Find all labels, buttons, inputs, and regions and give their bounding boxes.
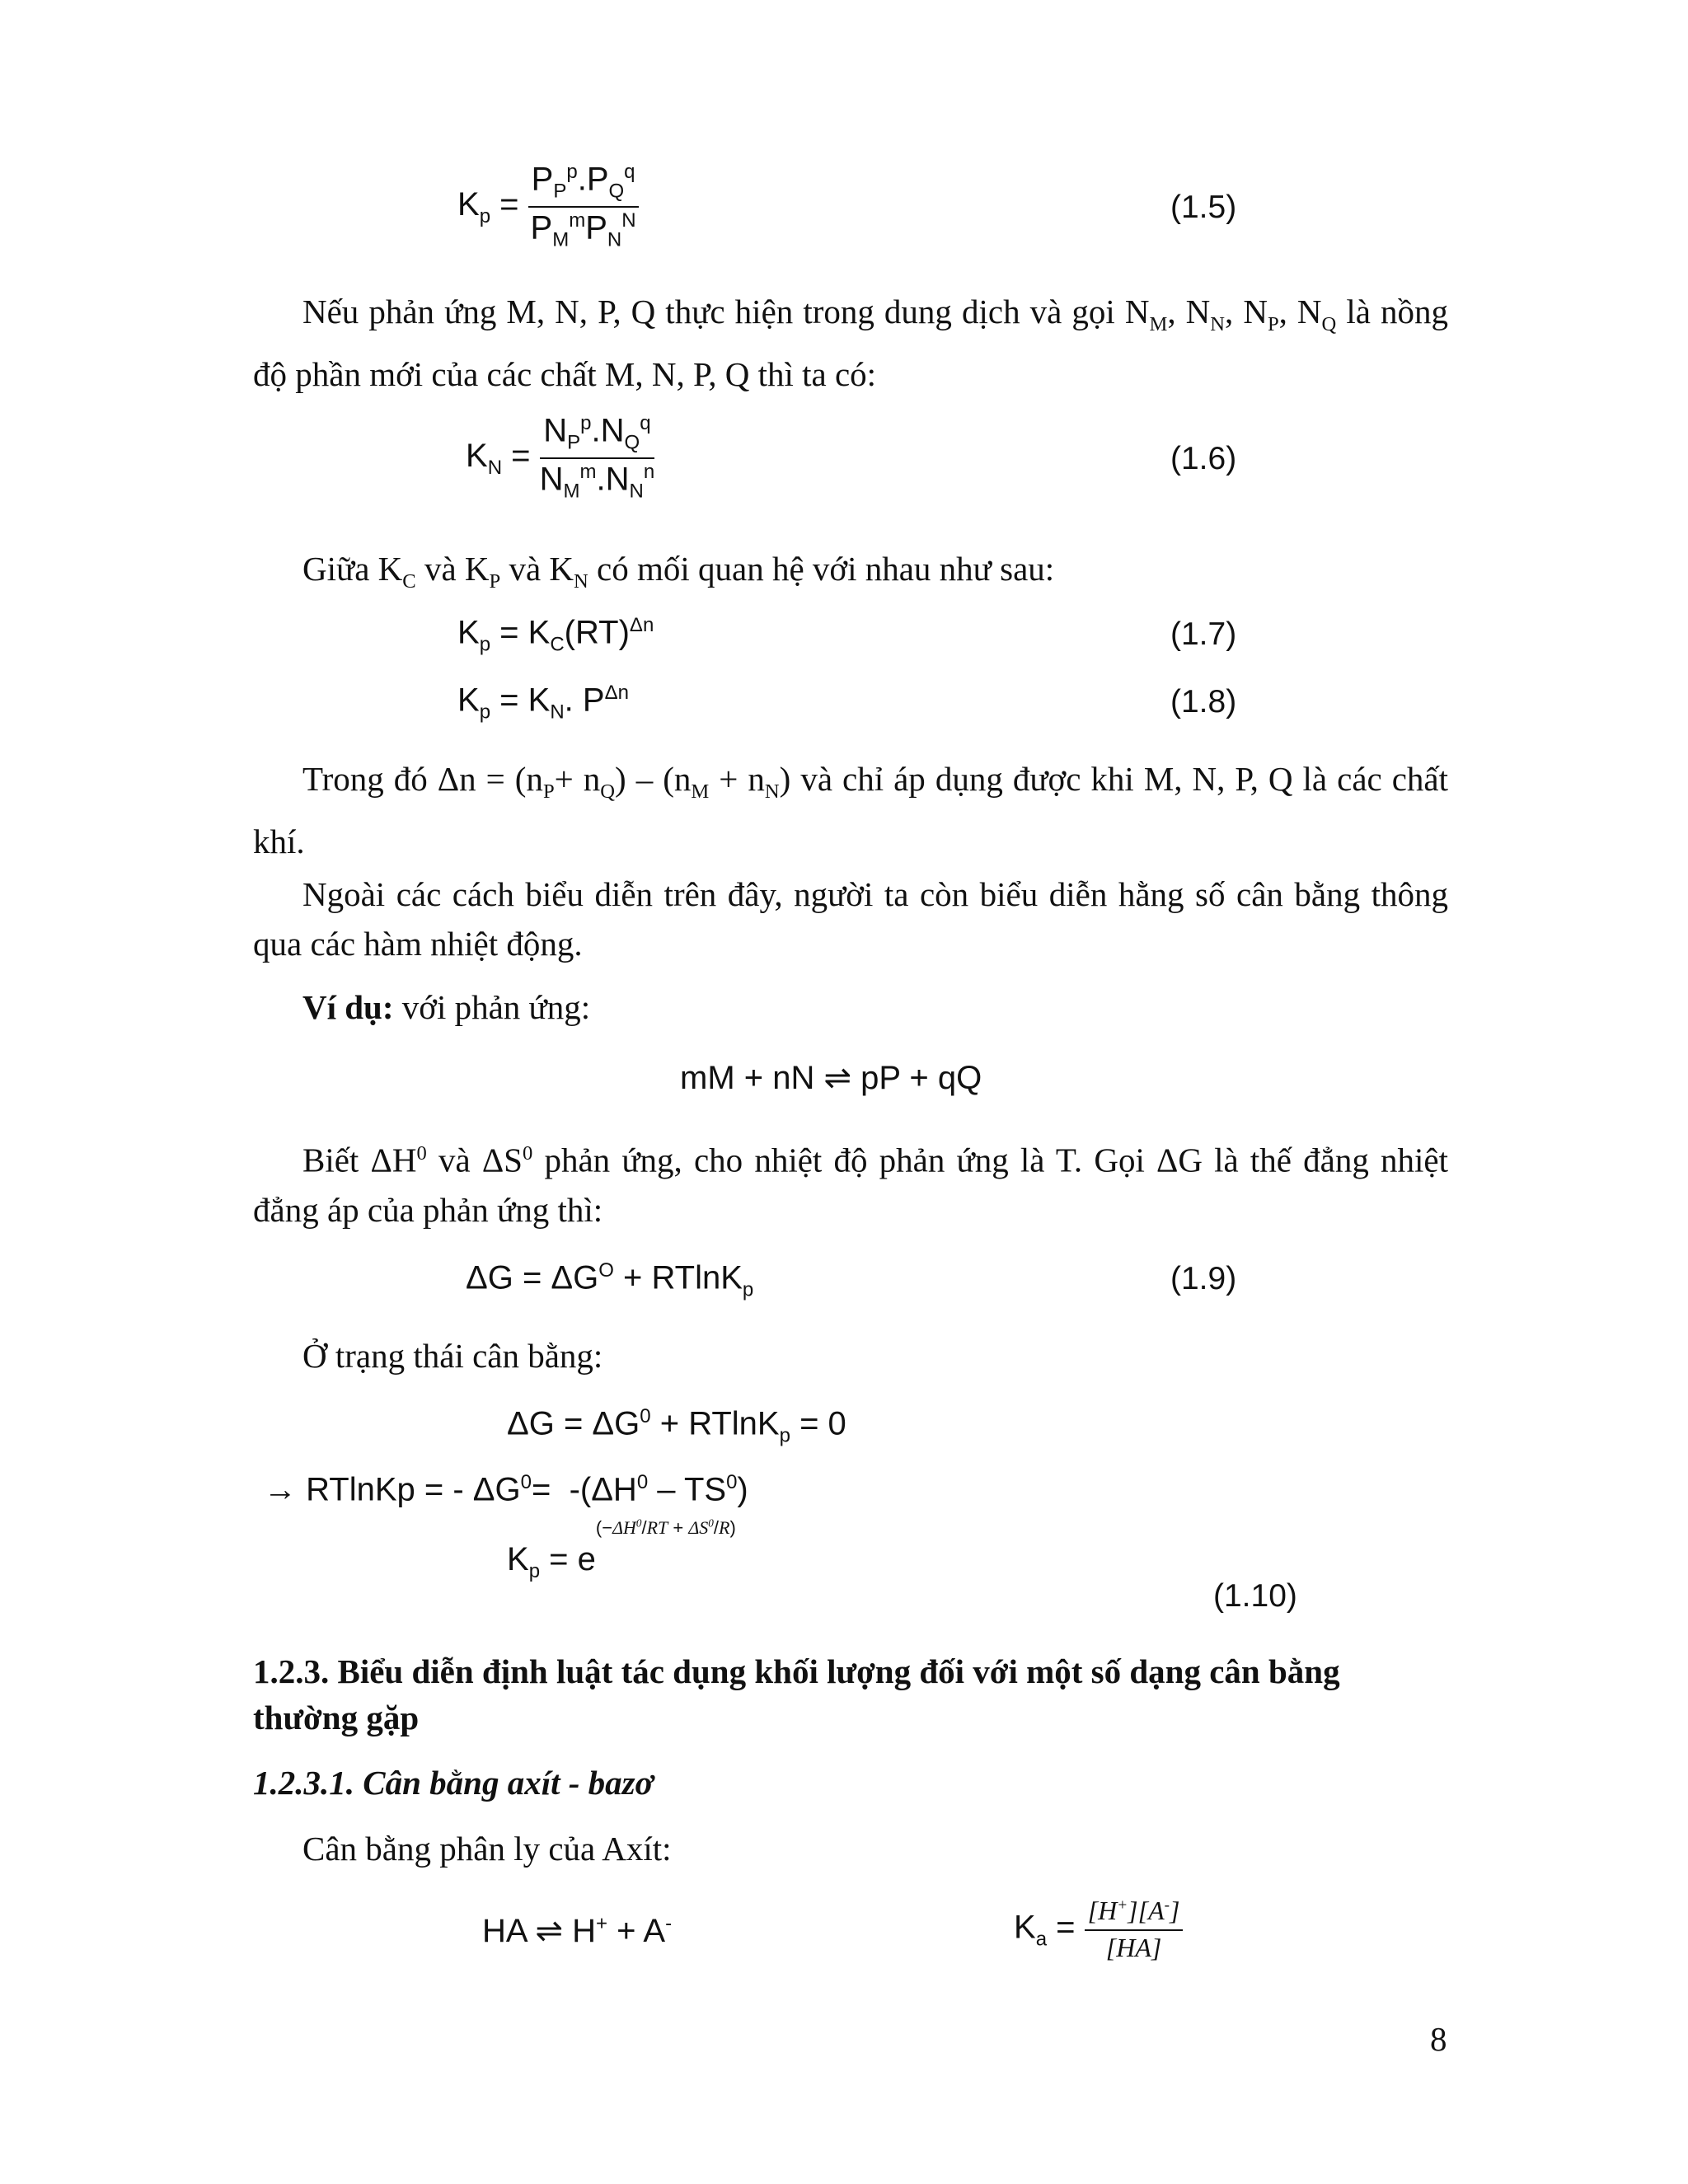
paragraph: Ở trạng thái cân bằng: [302,1337,603,1375]
paragraph: Nếu phản ứng M, N, P, Q thực hiện trong dung dịch và gọi $N_M$, $N_N$, $N_P$, $N_Q$ là nồng độ phần mới của các chất M, N, P, Q thì ta có: [253,293,1449,394]
paragraph: Giữa $K_C$ và $K_P$ và $K_N$ có mối quan hệ với nhau như sau: [302,550,1055,593]
equation-number: (1.5) [1170,190,1237,225]
reaction-equation: mM + nN ⇌ pP + qQ [680,1060,982,1096]
paragraph: Biết $\Delta H^0$ và $\Delta S^0$ phản ứng, cho nhiệt độ phản ứng là T. Gọi ΔG là thế đẳng nhiệt đẳng áp của phản ứng thì: [253,1141,1449,1229]
equation-1-9: $\Delta G = \Delta G^O + RTlnK_p$ [466,1259,754,1301]
equation-equilibrium: $\Delta G = \Delta G^0 + RTlnK_p = 0$ [507,1405,846,1447]
section-heading: 1.2.3. Biểu diễn định luật tác dụng khối lượng đối với một số dạng cân bằng thường gặp [253,1652,1340,1736]
equation-number: (1.10) [1213,1578,1297,1614]
equation-rtlnkp: → RTlnKp = - $\Delta G^0= -(\Delta H^0 - TS^0)$ [264,1471,748,1508]
equation-number: (1.8) [1170,684,1237,719]
acid-dissociation-equation: HA ⇌ H+ + A- [482,1912,673,1949]
page-number: 8 [1430,2020,1447,2058]
equation-number: (1.7) [1170,616,1237,652]
ka-expression: $K_a$ = $\frac{[H^+][A^-]}{[HA]}$ [1014,1896,1183,1963]
paragraph: Cân bằng phân ly của Axít: [302,1830,672,1868]
paragraph: Ví dụ: với phản ứng: [302,988,591,1026]
subsection-heading: 1.2.3.1. Cân bằng axít - bazơ [253,1764,654,1802]
paragraph: Ngoài các cách biểu diễn trên đây, người ta còn biểu diễn hằng số cân bằng thông qua các hàm nhiệt động. [253,875,1448,963]
equation-number: (1.6) [1170,441,1237,476]
equation-1-10: $K_p = e^{(-\Delta H^0/RT + \Delta S^0/R)}$ [507,1516,736,1582]
equation-1-8: $K_p = K_N$. $P^{\Delta n}$ [457,682,629,724]
equation-1-6: $K_N$ = $\frac{N_P^p.N_Q^q}{N_M^m.N_N^n}$ [466,412,655,503]
equation-1-7: $K_p = K_C(RT)^{\Delta n}$ [457,614,654,656]
equation-1-5: $K_p$ = $\frac{P_P^p.P_Q^q}{P_M^mP_N^N}$ [457,161,639,252]
paragraph: Trong đó $\Delta n = (n_P+ n_Q) - (n_M + n_N)$ và chỉ áp dụng được khi M, N, P, Q là các chất khí. [253,760,1449,861]
equation-number: (1.9) [1170,1261,1237,1296]
